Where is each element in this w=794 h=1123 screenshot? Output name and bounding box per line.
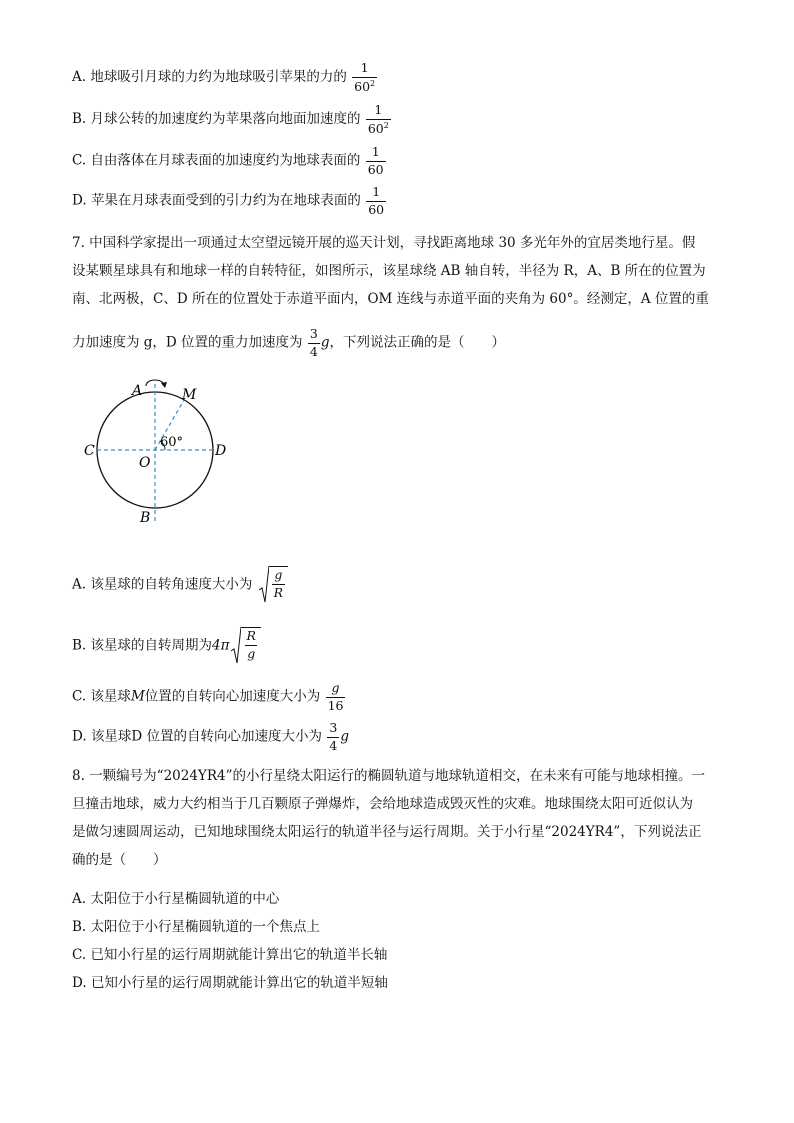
radical-sign-icon [259,566,269,604]
q6-option-d [72,186,387,216]
option-label: B. [72,111,87,128]
q7-option-c [72,682,346,712]
fraction [327,722,339,752]
option-label: A. [72,69,87,86]
option-label: A. [72,576,87,593]
fraction [366,104,391,135]
q8-line-1: 8. 一颗编号为“2024YR4”的小行星绕太阳运行的椭圆轨道与地球轨道相交，在未来有可能与地球相撞。一 [72,768,705,784]
fraction-denominator: g [247,645,256,661]
rotation-arrowhead [161,382,167,388]
q6-option-b [72,104,392,135]
q8-option-c [72,941,722,969]
angle-label: 60° [160,435,184,450]
coefficient: 4π [212,637,230,654]
option-label: D. [72,728,87,745]
option-text: 已知小行星的运行周期就能计算出它的轨道半长轴 [90,947,388,963]
q7-line-2: 设某颗星球具有和地球一样的自转特征，如图所示，该星球绕 AB 轴自转，半径为 R，A、B 所在的位置为 [72,263,706,279]
q7-line-4-post: ，下列说法正确的是（ ） [329,334,505,351]
fraction-denominator: R [273,584,284,600]
q6-option-c [72,146,387,176]
label-d: D [215,443,227,459]
q7-option-b [72,627,261,665]
option-label: D. [72,192,87,209]
q8-line-3: 是做匀速圆周运动，已知地球围绕太阳运行的轨道半径与运行周期。关于小行星“2024YR4”，下列说法正 [72,824,702,840]
q7-figure [80,374,240,534]
fraction [308,328,320,358]
den-base: 60 [354,78,371,94]
label-o: O [139,455,151,471]
fraction-denominator: 4 [309,343,318,359]
variable-g: g [320,334,330,351]
fraction-numerator: 1 [372,184,381,199]
fraction-numerator: 1 [374,102,383,117]
square-root [231,627,260,665]
option-text: 月球公转的加速度约为苹果落向地面加速度的 [90,111,361,128]
label-b: B [140,510,151,526]
fraction-denominator [352,77,377,94]
q7-option-a [72,566,288,604]
den-base: 60 [367,120,384,136]
option-text: 苹果在月球表面受到的引力约为在地球表面的 [90,192,361,209]
fraction-denominator: 16 [327,697,344,713]
option-text: 太阳位于小行星椭圆轨道的一个焦点上 [90,919,321,935]
option-label: C. [72,688,87,705]
variable-m: M [130,688,145,705]
option-text: 太阳位于小行星椭圆轨道的中心 [90,891,280,907]
fraction-numerator: g [331,680,340,695]
fraction [352,62,377,93]
option-label: C. [72,947,87,963]
fraction-denominator [366,119,391,136]
q7-option-d [72,722,349,752]
option-text-pre: 该星球 [90,688,131,705]
fraction [366,186,386,216]
fraction-numerator: g [274,567,283,582]
q8-option-d [72,969,722,997]
q8-option-a [72,885,722,913]
q8-line-2: 旦撞击地球，威力大约相当于几百颗原子弹爆炸，会给地球造成毁灭性的灾难。地球围绕太阳可近似认为 [72,796,693,812]
option-text-post: 位置的自转向心加速度大小为 [144,688,321,705]
radical-body [269,566,288,604]
option-text: 自由落体在月球表面的加速度约为地球表面的 [90,152,361,169]
option-label: B. [72,637,87,654]
q7-line-3: 南、北两极，C、D 所在的位置处于赤道平面内，OM 连线与赤道平面的夹角为 60°。经测定，A 位置的重 [72,291,709,307]
radical-body [241,627,260,665]
option-text: 该星球的自转角速度大小为 [90,576,253,593]
fraction-numerator: 1 [371,144,380,159]
fraction [366,146,386,176]
q8-option-b [72,913,722,941]
fraction-denominator: 60 [367,161,384,177]
option-text: 地球吸引月球的力约为地球吸引苹果的力的 [90,69,347,86]
fraction-numerator: 3 [329,720,338,735]
option-label: A. [72,891,87,907]
q7-line-4 [72,328,505,358]
label-a: A [132,383,143,399]
den-exponent: 2 [370,78,376,88]
q7-stem [72,229,722,313]
q7-line-4-pre: 力加速度为 g，D 位置的重力加速度为 [72,334,303,351]
q8-options [72,885,722,997]
q8-line-4: 确的是（ ） [72,852,167,868]
option-text: 该星球D 位置的自转向心加速度大小为 [90,728,323,745]
fraction [244,630,257,665]
fraction-numerator: 1 [360,60,369,75]
den-exponent: 2 [383,120,389,130]
fraction-numerator: 3 [309,326,318,341]
q8-stem [72,762,722,874]
fraction-denominator: 60 [368,201,385,217]
variable-g: g [340,728,349,745]
option-text: 该星球的自转周期为 [90,637,213,654]
fraction [272,569,285,604]
square-root [259,566,288,604]
q7-line-1: 7. 中国科学家提出一项通过太空望远镜开展的巡天计划，寻找距离地球 30 多光年外的宜居类地行星。假 [72,235,696,251]
fraction [326,682,346,712]
option-label: D. [72,975,87,991]
fraction-denominator: 4 [329,737,338,753]
option-label: C. [72,152,87,169]
label-c: C [84,443,95,459]
radical-sign-icon [231,627,241,665]
q6-option-a [72,62,378,93]
option-text: 已知小行星的运行周期就能计算出它的轨道半短轴 [90,975,388,991]
fraction-numerator: R [246,628,256,643]
option-label: B. [72,919,87,935]
label-m: M [182,387,197,403]
